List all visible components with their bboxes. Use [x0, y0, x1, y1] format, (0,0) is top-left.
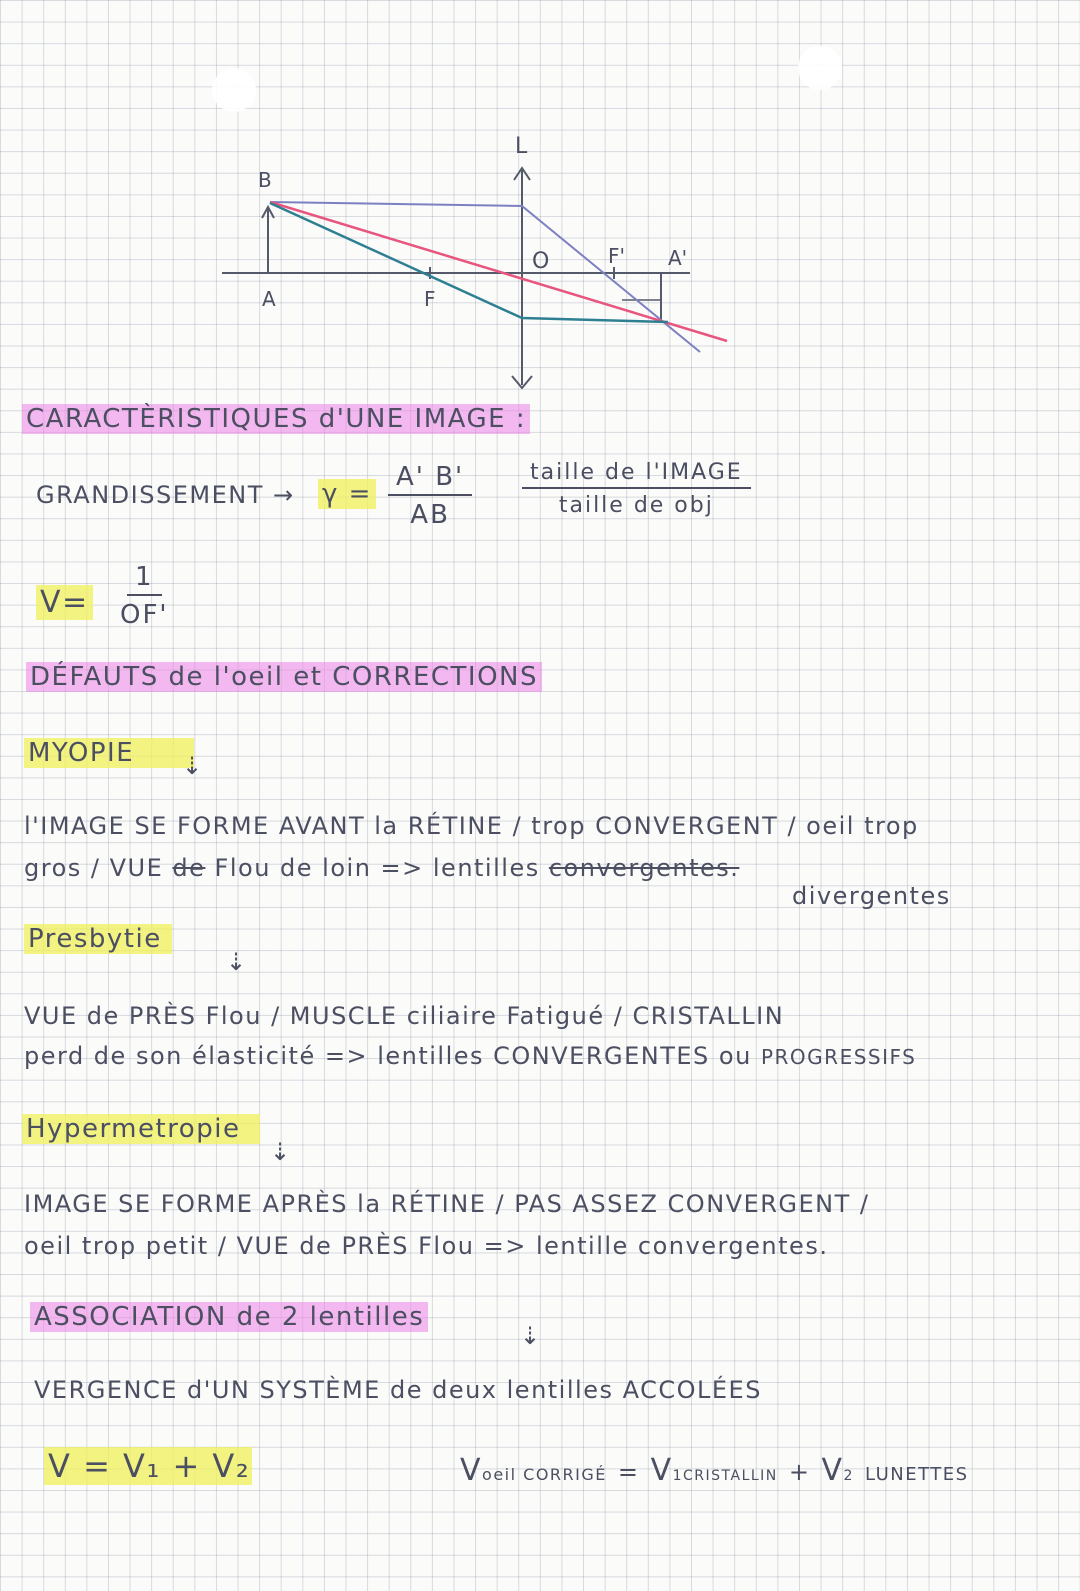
label-a: A [262, 287, 276, 311]
association-formula [44, 1447, 252, 1485]
corrected-eye-formula [460, 1453, 969, 1488]
arrow-down-icon: ⇣ [182, 752, 203, 780]
lunettes: LUNETTES [864, 1464, 969, 1485]
label-aprime: A' [668, 246, 688, 270]
presbytie-line2-b: PROGRESSIFS [760, 1045, 917, 1069]
size-denominator: taille de obj [558, 493, 714, 518]
myopie-line1: l'IMAGE SE FORME AVANT la RÉTINE / trop CONVERGENT / oeil trop [24, 812, 919, 840]
label-b: B [258, 168, 272, 192]
heading-defauts [26, 664, 542, 690]
ray-parallel [270, 202, 700, 352]
presbytie-line1: VUE de PRÈS Flou / MUSCLE ciliaire Fatigué / CRISTALLIN [24, 1002, 785, 1030]
vergence-fraction [120, 562, 169, 630]
presbytie-title [24, 926, 172, 952]
v2-sub: 2 [843, 1468, 854, 1484]
arrow-down-icon: ⇣ [520, 1322, 541, 1350]
arrow-down-icon: ⇣ [226, 948, 247, 976]
association-title [30, 1304, 428, 1330]
myopie-correction: divergentes [792, 882, 951, 910]
heading-caracteristiques [22, 406, 530, 432]
hypermetropie-title [22, 1116, 260, 1142]
presbytie-title-text: Presbytie [24, 924, 172, 954]
v1-sub: 1CRISTALLIN [672, 1468, 778, 1484]
gamma-symbol [318, 481, 376, 507]
v-oeil-sub: oeil CORRIGÉ [482, 1465, 607, 1484]
lens-ray-diagram [0, 0, 1080, 420]
myopie-strike-1: de [172, 854, 206, 882]
myopie-line2 [24, 856, 739, 880]
v2: V [821, 1453, 844, 1488]
arrow-down-icon: ⇣ [270, 1138, 291, 1166]
myopie-strike-2: convergentes. [548, 854, 740, 882]
label-f: F [424, 287, 436, 311]
label-fprime: F' [608, 244, 626, 268]
vergence-numerator: 1 [127, 562, 162, 596]
myopie-line2-b: Flou de loin => lentilles [214, 854, 540, 882]
label-l: L [515, 134, 528, 159]
myopie-title-text: MYOPIE [24, 738, 194, 768]
hypermetropie-title-text: Hypermetropie [22, 1114, 260, 1144]
association-title-text: ASSOCIATION de 2 lentilles [30, 1302, 428, 1332]
equals: = [617, 1458, 640, 1486]
myopie-title [24, 740, 194, 766]
v-oeil: V [460, 1453, 483, 1488]
fraction-denominator: AB [410, 500, 450, 530]
size-numerator: taille de l'IMAGE [522, 460, 751, 489]
ray-through-center [270, 202, 727, 341]
heading-text: CARACTÈRISTIQUES d'UNE IMAGE : [22, 404, 530, 434]
vergence-lhs-text: V= [36, 585, 93, 620]
hypermetropie-line1: IMAGE SE FORME APRÈS la RÉTINE / PAS ASSEZ CONVERGENT / [24, 1190, 870, 1218]
gamma-text: γ = [318, 479, 376, 509]
presbytie-line2 [24, 1044, 916, 1068]
heading-defauts-text: DÉFAUTS de l'oeil et CORRECTIONS [26, 662, 542, 692]
size-fraction [522, 460, 751, 518]
association-line1: VERGENCE d'UN SYSTÈME de deux lentilles ACCOLÉES [34, 1376, 762, 1404]
myopie-line2-a: gros / VUE [24, 854, 164, 882]
plus: + [788, 1458, 811, 1486]
label-o: O [532, 249, 550, 274]
presbytie-line2-a: perd de son élasticité => lentilles CONVERGENTES ou [24, 1042, 752, 1070]
hypermetropie-line2: oeil trop petit / VUE de PRÈS Flou => lentille convergentes. [24, 1232, 829, 1260]
magnification-fraction [388, 462, 472, 530]
fraction-numerator: A' B' [388, 462, 472, 496]
grandissement-label: GRANDISSEMENT → [36, 481, 295, 509]
association-formula-text: V = V₁ + V₂ [44, 1447, 252, 1485]
v1: V [650, 1453, 673, 1488]
vergence-denominator: OF' [120, 600, 169, 630]
vergence-lhs [36, 585, 93, 620]
